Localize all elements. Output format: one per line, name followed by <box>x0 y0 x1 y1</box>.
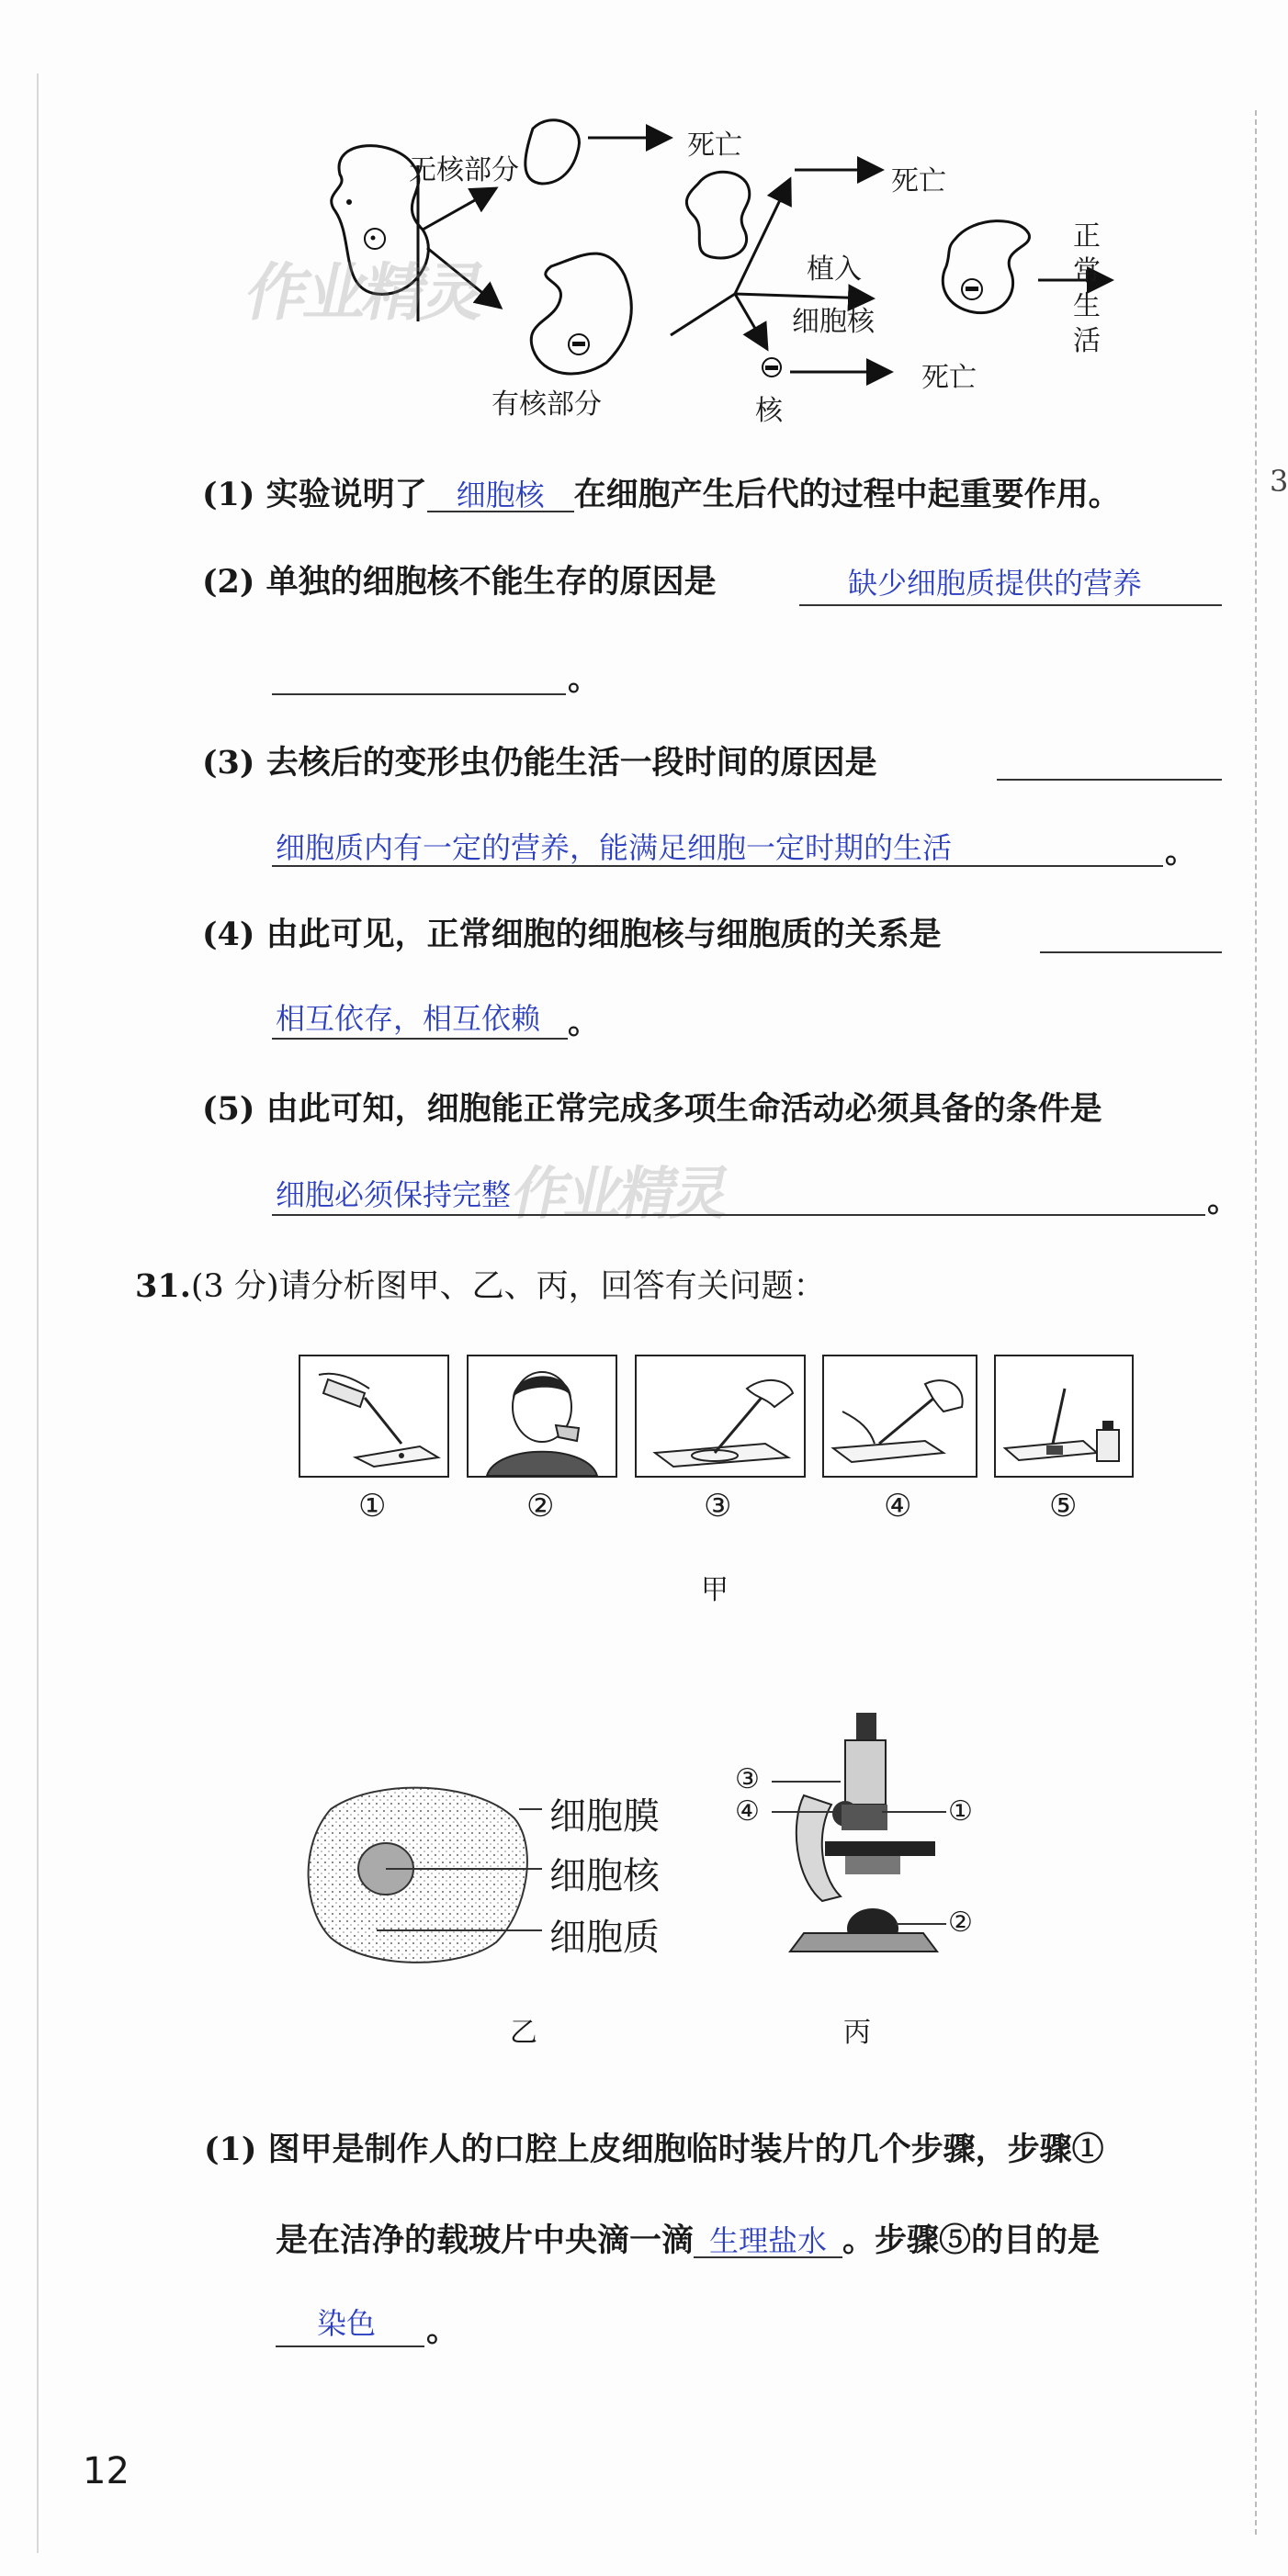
q30-1-answer: 细胞核 <box>456 478 545 512</box>
no-nucleus-part <box>525 120 580 184</box>
q30-5-end: 。 <box>1207 1182 1240 1220</box>
label-has-nucleus: 有核部分 <box>491 388 602 421</box>
q30-5-text: (5) 由此可知，细胞能正常完成多项生命活动必须具备的条件是 <box>202 1090 1102 1128</box>
q31-1-answer-1: 生理盐水 <box>709 2223 828 2258</box>
step-label-1: ① <box>358 1488 387 1524</box>
step-panel-3 <box>635 1355 806 1478</box>
label-no-nucleus: 无核部分 <box>409 154 519 186</box>
q30-4-end: 。 <box>568 1004 601 1041</box>
margin-mark: 3 <box>1270 464 1288 499</box>
q30-2-blank-2[interactable] <box>272 693 566 695</box>
q30-2-text: (2) 单独的细胞核不能生存的原因是 <box>202 563 717 601</box>
label-cell-nucleus: 细胞核 <box>792 306 875 338</box>
step-panel-4 <box>822 1355 977 1478</box>
q31-stem <box>135 1267 826 1305</box>
cell-label-membrane: 细胞膜 <box>549 1795 660 1838</box>
q30-2 <box>202 563 717 601</box>
q30-1-text: (1) 实验说明了 <box>202 476 427 513</box>
label-nucleus: 核 <box>755 395 783 427</box>
q31-1-line2 <box>276 2224 1100 2258</box>
label-normal-life-3: 生 <box>1073 290 1101 322</box>
q31-1-text-mid: 。步骤⑤的目的是 <box>842 2222 1101 2259</box>
q30-5-blank[interactable] <box>272 1214 1205 1216</box>
q30-3-answer: 细胞质内有一定的营养，能满足细胞一定时期的生活 <box>276 830 953 865</box>
label-death-3: 死亡 <box>921 362 977 394</box>
q31-1-line1: (1) 图甲是制作人的口腔上皮细胞临时装片的几个步骤，步骤① <box>204 2131 1104 2168</box>
q31-number: 31. <box>135 1267 191 1305</box>
q30-3 <box>202 744 877 782</box>
step-label-2: ② <box>526 1488 555 1524</box>
enucleated-cell <box>686 172 749 258</box>
q30-5-answer: 细胞必须保持完整 <box>276 1177 512 1212</box>
q30-4-blank[interactable] <box>1040 951 1222 953</box>
q30-3-end: 。 <box>1165 833 1198 871</box>
q30-1-text-end: 在细胞产生后代的过程中起重要作用。 <box>573 476 1121 513</box>
step-label-4: ④ <box>884 1488 912 1524</box>
figure-yi-caption: 乙 <box>510 2017 537 2049</box>
q31-1-answer-2: 染色 <box>317 2306 377 2341</box>
dropper-on-slide-illustration <box>300 1356 447 1476</box>
microscope-label-2: ② <box>948 1907 973 1939</box>
microscope-label-3: ③ <box>735 1763 760 1795</box>
q31-1-end: 。 <box>426 2312 459 2349</box>
q30-4 <box>202 918 942 951</box>
q31-1-blank-1[interactable] <box>694 2224 842 2258</box>
watermark: 作业精灵 <box>239 257 491 330</box>
q30-4-answer: 相互依存，相互依赖 <box>276 1001 541 1036</box>
q30-3-blank[interactable] <box>997 779 1222 781</box>
step-panel-1 <box>299 1355 449 1478</box>
cheek-cell-svg <box>294 1772 542 1974</box>
step-panel-2 <box>467 1355 617 1478</box>
q30-2-answer: 缺少细胞质提供的营养 <box>848 566 1143 601</box>
cell-label-nucleus: 细胞核 <box>549 1855 660 1897</box>
microscope-label-1: ① <box>948 1795 973 1828</box>
label-implant: 植入 <box>807 253 862 286</box>
page-number: 12 <box>83 2450 130 2492</box>
cell-label-cytoplasm: 细胞质 <box>549 1917 660 1959</box>
q30-5 <box>202 1090 1102 1128</box>
label-death-2: 死亡 <box>891 165 946 197</box>
figure-bing-caption: 丙 <box>843 2017 871 2049</box>
microscope-label-4: ④ <box>735 1795 760 1828</box>
person-gargling-illustration <box>469 1356 616 1476</box>
step-panel-5 <box>994 1355 1134 1478</box>
label-normal-life-4: 活 <box>1073 325 1101 357</box>
cheek-cell-figure <box>294 1772 542 1974</box>
figure-jia-caption: 甲 <box>701 1574 729 1606</box>
label-death-1: 死亡 <box>687 129 742 162</box>
q30-4-blank-2[interactable] <box>272 1038 568 1040</box>
label-normal-life-1: 正 <box>1073 220 1101 253</box>
q30-4-text: (4) 由此可见，正常细胞的细胞核与细胞质的关系是 <box>202 916 942 953</box>
right-edge-line <box>1255 110 1257 2535</box>
q31-stem-text: (3 分)请分析图甲、乙、丙，回答有关问题： <box>190 1268 826 1305</box>
microscope-figure <box>753 1704 965 1961</box>
q30-2-blank[interactable] <box>799 604 1222 606</box>
q30-3-text: (3) 去核后的变形虫仍能生活一段时间的原因是 <box>202 744 877 782</box>
cover-slip-illustration <box>824 1356 976 1476</box>
watermark: 作业精灵 <box>506 1160 734 1227</box>
step-label-5: ⑤ <box>1049 1488 1078 1524</box>
staining-illustration <box>996 1356 1132 1476</box>
reconstructed-amoeba <box>943 221 1029 313</box>
left-edge-line <box>37 73 39 2553</box>
q30-2-end: 。 <box>568 660 601 698</box>
label-normal-life-2: 常 <box>1073 255 1101 287</box>
scraping-cheek-cells-illustration <box>637 1356 804 1476</box>
q31-1-text: 是在洁净的载玻片中央滴一滴 <box>276 2222 695 2259</box>
microscope-svg <box>753 1704 965 1961</box>
q31-1-blank-2[interactable] <box>276 2345 424 2347</box>
step-label-3: ③ <box>704 1488 732 1524</box>
q30-1-blank[interactable] <box>427 478 574 512</box>
has-nucleus-part <box>531 253 631 374</box>
q30-1 <box>202 478 1121 512</box>
